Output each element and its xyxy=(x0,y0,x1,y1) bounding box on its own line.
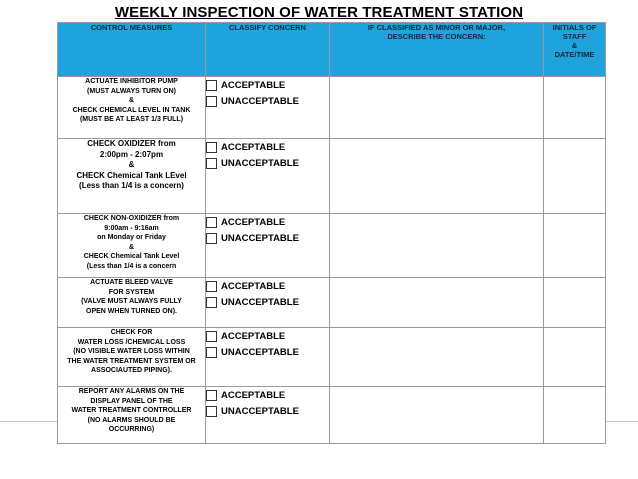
unacceptable-label: UNACCEPTABLE xyxy=(221,157,299,169)
table-row xyxy=(58,278,606,328)
measure-line: on Monday or Friday xyxy=(97,234,166,242)
header-row xyxy=(58,23,606,77)
acceptable-option[interactable] xyxy=(206,214,329,230)
table-row xyxy=(58,328,606,387)
unacceptable-option[interactable] xyxy=(206,93,329,109)
classify-cell xyxy=(206,387,330,444)
measure-line: 9:00am - 9:16am xyxy=(104,224,159,232)
measure-line: OPEN WHEN TURNED ON). xyxy=(86,307,177,315)
classify-cell xyxy=(206,214,330,278)
measure-line: OCCURRING) xyxy=(108,426,155,434)
measure-line: CHECK Chemical Tank LEvel xyxy=(76,170,187,180)
measure-line: DISPLAY PANEL OF THE xyxy=(90,397,173,405)
unacceptable-checkbox[interactable] xyxy=(206,347,217,358)
left-rule-line xyxy=(0,421,57,422)
unacceptable-checkbox[interactable] xyxy=(206,406,217,417)
header-initials-line: DATE/TIME xyxy=(554,50,595,59)
measure-line: & xyxy=(128,160,135,169)
table-row xyxy=(58,387,606,444)
unacceptable-label: UNACCEPTABLE xyxy=(221,296,299,308)
acceptable-option[interactable] xyxy=(206,77,329,93)
unacceptable-option[interactable] xyxy=(206,403,329,419)
unacceptable-checkbox[interactable] xyxy=(206,96,217,107)
acceptable-label: ACCEPTABLE xyxy=(221,141,286,153)
describe-concern-cell[interactable] xyxy=(330,278,544,328)
control-measure-cell xyxy=(58,278,206,328)
describe-concern-cell[interactable] xyxy=(330,387,544,444)
unacceptable-checkbox[interactable] xyxy=(206,233,217,244)
measure-line: WATER LOSS /CHEMICAL LOSS xyxy=(77,338,186,346)
describe-concern-cell[interactable] xyxy=(330,139,544,214)
control-measure-cell xyxy=(58,139,206,214)
measure-line: (NO VISIBLE WATER LOSS WITHIN xyxy=(73,348,190,356)
classify-cell xyxy=(206,139,330,214)
measure-line: ACTUATE BLEED VALVE xyxy=(90,279,173,286)
unacceptable-checkbox[interactable] xyxy=(206,158,217,169)
table-row xyxy=(58,77,606,139)
measure-line: (NO ALARMS SHOULD BE xyxy=(87,416,176,424)
control-measure-cell xyxy=(58,328,206,387)
acceptable-label: ACCEPTABLE xyxy=(221,280,286,292)
header-initials-line: STAFF xyxy=(562,32,587,41)
header-initials-line: INITIALS OF xyxy=(552,23,597,32)
acceptable-option[interactable] xyxy=(206,387,329,403)
classify-cell xyxy=(206,77,330,139)
table-row xyxy=(58,214,606,278)
acceptable-label: ACCEPTABLE xyxy=(221,389,286,401)
measure-line: & xyxy=(128,97,135,105)
measure-line: WATER TREATMENT CONTROLLER xyxy=(71,407,192,415)
measure-line: CHECK CHEMICAL LEVEL IN TANK xyxy=(72,106,191,114)
acceptable-option[interactable] xyxy=(206,278,329,294)
control-measure-cell xyxy=(58,77,206,139)
control-measure-cell xyxy=(58,387,206,444)
measure-line: CHECK Chemical Tank Level xyxy=(83,253,180,261)
classify-cell xyxy=(206,328,330,387)
measure-line: (Less than 1/4 is a concern) xyxy=(79,181,184,190)
initials-date-cell[interactable] xyxy=(544,328,606,387)
unacceptable-label: UNACCEPTABLE xyxy=(221,346,299,358)
unacceptable-label: UNACCEPTABLE xyxy=(221,405,299,417)
inspection-table xyxy=(57,22,606,444)
unacceptable-option[interactable] xyxy=(206,155,329,171)
acceptable-checkbox[interactable] xyxy=(206,142,217,153)
header-control-measures: CONTROL MEASURES xyxy=(58,23,206,77)
measure-line: & xyxy=(128,243,135,251)
table-row xyxy=(58,139,606,214)
control-measure-cell xyxy=(58,214,206,278)
header-describe-concern xyxy=(330,23,544,77)
describe-concern-cell[interactable] xyxy=(330,77,544,139)
unacceptable-label: UNACCEPTABLE xyxy=(221,232,299,244)
right-rule-line xyxy=(605,421,638,422)
describe-concern-cell[interactable] xyxy=(330,328,544,387)
measure-line: (Less than 1/4 is a concern xyxy=(86,262,177,270)
measure-line: (MUST BE AT LEAST 1/3 FULL) xyxy=(79,116,184,124)
acceptable-checkbox[interactable] xyxy=(206,281,217,292)
header-describe-line: IF CLASSIFIED AS MINOR OR MAJOR, xyxy=(367,23,506,32)
measure-line: CHECK OXIDIZER from xyxy=(87,139,176,148)
initials-date-cell[interactable] xyxy=(544,139,606,214)
measure-line: REPORT ANY ALARMS ON THE xyxy=(78,388,185,395)
acceptable-checkbox[interactable] xyxy=(206,331,217,342)
initials-date-cell[interactable] xyxy=(544,77,606,139)
header-initials-line: & xyxy=(571,41,578,50)
header-classify-concern: CLASSIFY CONCERN xyxy=(206,23,330,77)
describe-concern-cell[interactable] xyxy=(330,214,544,278)
measure-line: ACTUATE INHIBITOR PUMP xyxy=(85,78,178,85)
initials-date-cell[interactable] xyxy=(544,387,606,444)
unacceptable-option[interactable] xyxy=(206,344,329,360)
acceptable-checkbox[interactable] xyxy=(206,217,217,228)
initials-date-cell[interactable] xyxy=(544,278,606,328)
page-title: WEEKLY INSPECTION OF WATER TREATMENT STATION xyxy=(114,4,524,21)
acceptable-option[interactable] xyxy=(206,139,329,155)
measure-line: THE WATER TREATMENT SYSTEM OR xyxy=(67,357,196,365)
acceptable-checkbox[interactable] xyxy=(206,390,217,401)
unacceptable-checkbox[interactable] xyxy=(206,297,217,308)
unacceptable-option[interactable] xyxy=(206,294,329,310)
measure-line: FOR SYSTEM xyxy=(108,288,155,296)
measure-line: (MUST ALWAYS TURN ON) xyxy=(87,87,176,95)
measure-line: ASSOCIAUTED PIPING). xyxy=(91,367,172,375)
acceptable-option[interactable] xyxy=(206,328,329,344)
unacceptable-option[interactable] xyxy=(206,230,329,246)
unacceptable-label: UNACCEPTABLE xyxy=(221,95,299,107)
acceptable-label: ACCEPTABLE xyxy=(221,330,286,342)
initials-date-cell[interactable] xyxy=(544,214,606,278)
header-initials-date xyxy=(544,23,606,77)
measure-line: 2:00pm - 2:07pm xyxy=(99,149,164,159)
acceptable-label: ACCEPTABLE xyxy=(221,79,286,91)
measure-line: CHECK NON-OXIDIZER from xyxy=(83,215,180,222)
acceptable-checkbox[interactable] xyxy=(206,80,217,91)
classify-cell xyxy=(206,278,330,328)
measure-line: (VALVE MUST ALWAYS FULLY xyxy=(81,298,182,306)
measure-line: CHECK FOR xyxy=(110,329,153,336)
acceptable-label: ACCEPTABLE xyxy=(221,216,286,228)
header-describe-line: DESCRIBE THE CONCERN: xyxy=(387,32,486,41)
